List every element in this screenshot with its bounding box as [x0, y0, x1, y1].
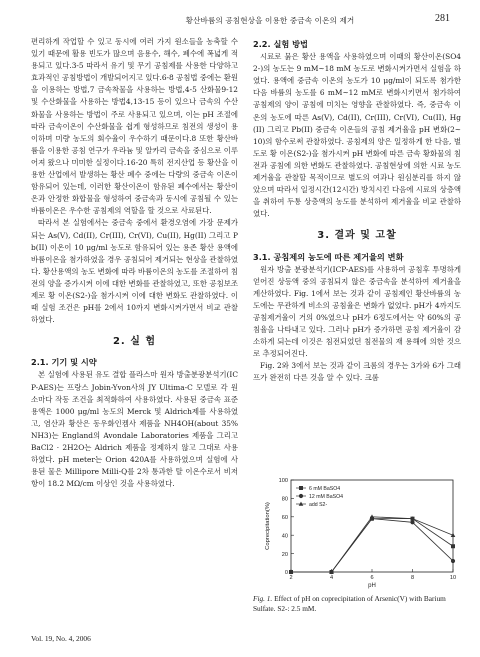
y-tick-label: 100: [278, 478, 288, 485]
legend-label-2: 12 mM BaSO4: [309, 494, 344, 500]
series-line-2: [291, 519, 453, 572]
caption-lead: Fig. 1.: [253, 594, 273, 603]
legend-label-1: 6 mM BaSO4: [309, 486, 341, 492]
left-column: [31, 36, 238, 636]
y-tick-label: 80: [281, 496, 288, 503]
page-number: 281: [435, 13, 450, 24]
intro-paragraph-1: 편리하게 작업할 수 있고 동시에 여러 가지 원소들을 농축할 수 있기 때문에 활용 빈도가 많으며 음용수, 해수, 폐수에 폭넓게 적용되고 있다.3-5 따라서 유기 및 무기 공침제를 사용한 다양하고 효과적인 공침방법이 개발되어지고 있다.6-8 공침법 중에는 환원을 이용하는 방법,7 금속착물을 사용하는 방법,4-5 산화물9-12 및 수산화물을 사용하는 방법4,13-15 등이 있으나 금속의 수산화물을 사용하는 방법이 주로 사용되고 있으며, 이는 pH 조절에 따라 금속이온이 수산화물을 쉽게 형성하므로 침전의 생성이 용이하며 미량 농도의 회수율이 우수하기 때문이다.8 또한 황산바륨을 이용한 공침 연구가 우라늄 및 알카리 금속을 중심으로 이루어져 왔으나 미미한 실정이다.16-20 특히 전지산업 등 황산을 이용한 산업에서 발생하는 황산 폐수 중에는 다량의 중금속 이온이 함유되어 있는데, 이러한 황산이온이 함유된 폐수에서는 황산이온과 안정한 화합물을 형성하여 중금속과 동시에 공침될 수 있는 바륨이온은 우수한 공침제의 역할을 할 것으로 사료된다.: [31, 37, 238, 216]
section-3-title: 3. 결과 및 고찰: [317, 230, 397, 242]
y-tick-label: 20: [281, 551, 288, 558]
subsection-2-2-text: 시료로 묽은 황산 용액을 사용하였으며 이때의 황산이온(SO42-)의 농도는 9 mM~18 mM 농도로 변화시켜가면서 실험을 하였다. 용액에 중금속 이온의 농도가 10 μg/ml이 되도록 첨가한 다음 바륨의 농도를 6 mM~12 mM로 변화시키면서 첨가하여 공침제의 양이 공침에 미치는 영향을 관찰하였다. 즉, 중금속 이온의 농도에 따른 As(V), Cd(II), Cr(III), Cr(VI), Cu(II), Hg(II) 그리고 Pb(II) 중금속 이온들의 공침 제거율을 pH 변화(2~10)의 함수로써 관찰하였다. 공침제의 양은 일정하게 한 다음, 별도로 황 이온(S2-)을 첨가시켜 pH 변화에 따른 금속 황화물의 침전과 공침에 의한 변화도 관찰하였다. 공침현상에 의한 시료 농도 제거율을 관찰할 목적이므로 별도의 여과나 원심분리를 하지 않았으며 따라서 일정시간(12시간) 방치시킨 다음에 시료의 상층액을 취하여 두통 상층액의 농도를 분석하여 제거율을 비교 관찰하였다.: [253, 52, 461, 219]
caption-text: Effect of pH on coprecipitation of Arsenic(V) with Barium Sulfate. S2-: 2.5 mM.: [253, 594, 446, 613]
subsection-3-1-text-2: Fig. 2와 3에서 보는 것과 같이 크롬의 경우는 3가와 6가 그래프가 완전히 다른 것을 알 수 있다. 크롬: [253, 361, 461, 383]
figure-1: [253, 474, 465, 592]
x-tick-label: 4: [329, 575, 334, 581]
coprecipitation-chart: [253, 474, 465, 592]
subsection-3-1-text: 원자 방출 분광분석기(ICP-AES)를 사용하여 공침후 투명하게 얻어진 상등액 중의 공침되지 않은 중금속을 분석하여 제거율을 계산하였다. Fig. 1에서 보는 것과 같이 공침제인 황산바륨의 농도에는 무관하게 비소의 공침율은 변화가 없었다. pH가 4까지도 공침제거율이 거의 0%였으나 pH가 6정도에서는 약 60%의 공침율을 나타내고 있다. 그러나 pH가 증가하면 공침 제거율이 감소하게 되는데 이것은 침전되었던 침전물의 재 용해에 의한 것으로 추정되어진다.: [253, 264, 461, 359]
x-tick-label: 2: [289, 575, 293, 581]
subsection-3-1-title: 3.1. 공침제의 농도에 따른 제거율의 변화: [253, 251, 404, 262]
legend-label-3: add S2-: [309, 502, 328, 508]
data-point-circle: [410, 520, 414, 524]
data-point-square: [451, 544, 455, 548]
series-line-3: [291, 517, 453, 572]
section-2-title: 2. 실 험: [112, 336, 157, 348]
running-title: 황산바륨의 공침현상을 이용한 중금속 이온의 제거: [185, 16, 355, 25]
y-tick-label: 0: [284, 570, 288, 577]
subsection-2-1-text: 본 실험에 사용된 유도 결합 플라스마 원자 방출분광분석기(ICP-AES)는 프랑스 Jobin-Yvon사의 JY Ultima-C 모델로 각 원소마다 작동 조건을 최적화하여 사용하였다. 사용된 중금속 표준용액은 1000 μg/ml 농도의 Merck 및 Aldrich제를 사용하였고, 염산과 황산은 동우화인켐사 제품을 NH4OH(about 35% NH3)는 England의 Avondale Laboratories 제품을 그리고 BaCl2 · 2H2O는 Aldrich 제품을 정제하지 않고 그대로 사용하였다. pH meter는 Orion 420A를 사용하였으며 실험에 사용된 물은 Millipore Milli-Q를 2차 통과한 탈 이온수로서 비저항이 18.2 MΩ/cm 이상인 것을 사용하였다.: [31, 370, 238, 489]
y-tick-label: 60: [281, 515, 288, 521]
footer-volume: Vol. 19, No. 4, 2006: [31, 634, 91, 643]
right-column: [253, 36, 461, 476]
x-tick-label: 6: [370, 575, 374, 581]
data-point-square: [299, 486, 303, 490]
y-axis-label: Coprecipitation(%): [265, 502, 271, 550]
series-line-1: [291, 519, 453, 572]
y-tick-label: 40: [281, 533, 288, 540]
data-point-circle: [451, 559, 455, 563]
x-tick-label: 8: [410, 575, 415, 581]
x-tick-label: 10: [449, 575, 457, 581]
subsection-2-1-title: 2.1. 기기 및 시약: [31, 357, 97, 368]
x-axis-label: pH: [368, 583, 376, 589]
subsection-2-2-title: 2.2. 실험 방법: [253, 39, 308, 49]
data-point-circle: [299, 494, 303, 498]
figure-caption: [253, 594, 461, 613]
intro-paragraph-2: 따라서 본 실험에서는 중금속 중에서 환경오염에 가장 문제가 되는 As(V), Cd(II), Cr(III), Cr(VI), Cu(II), Hg(II) 그리고 Pb(II) 이온이 10 μg/ml 농도로 함유되어 있는 용존 황산 용액에 바륨이온을 첨가하였을 경우 공침되어 제거되는 현상을 관찰하였다. 황산용액의 농도 변화에 따라 바륨이온의 농도를 조절하여 침전의 양을 증가시켜 이에 대한 변화를 관찰하였고, 또한 공침보조제로 황 이온(S2-)을 첨가시켜 이에 대한 변화도 관찰하였다. 이때 실험 조건은 pH를 2에서 10까지 변화시켜가면서 비교 관찰하였다.: [31, 218, 238, 325]
page-header: [0, 12, 480, 28]
